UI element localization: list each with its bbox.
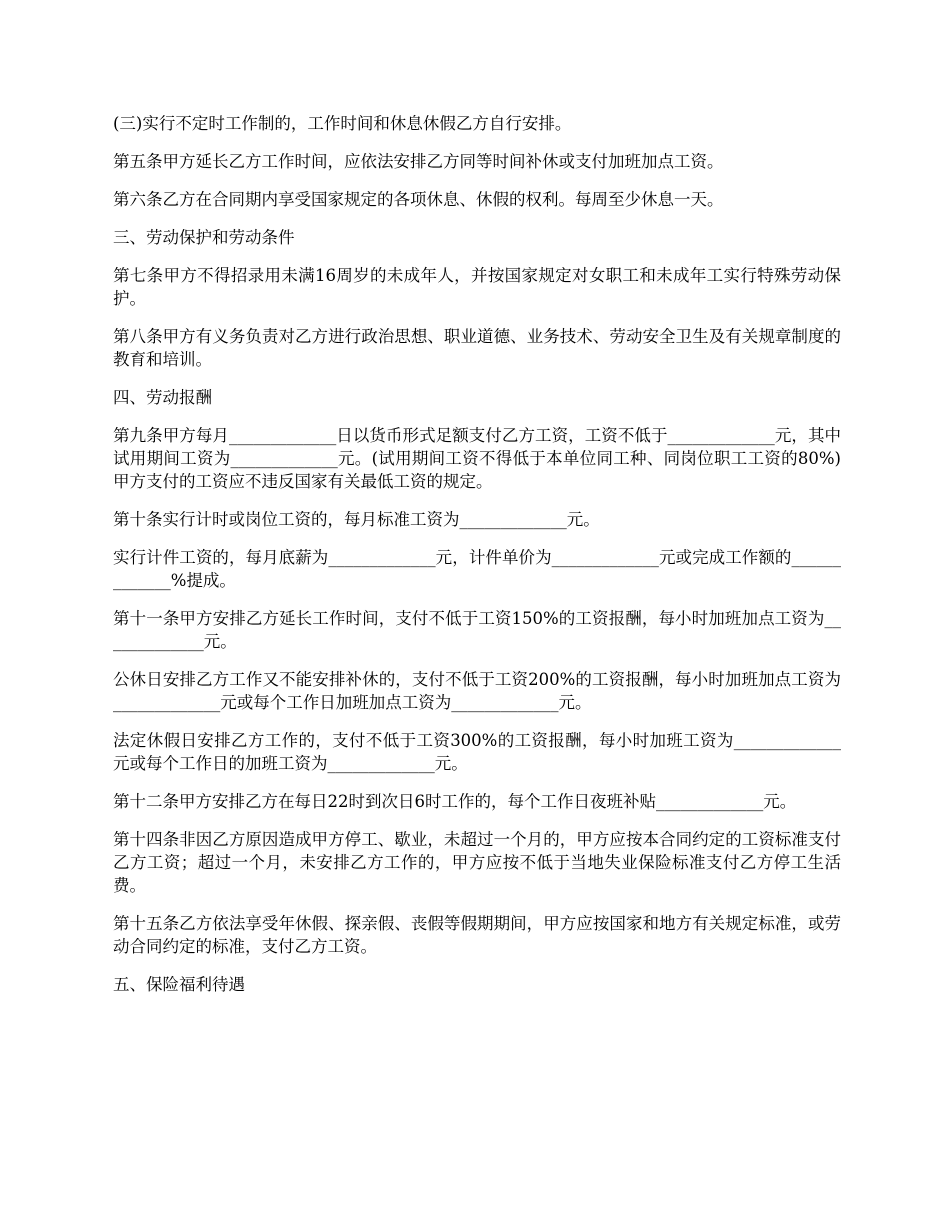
document-body bbox=[113, 112, 841, 1011]
paragraph-piece-rate: 实行计件工资的，每月底薪为_____________元，计件单价为_____________元或完成工作额的_____________%提成。 bbox=[113, 548, 841, 590]
paragraph-holiday-overtime: 法定休假日安排乙方工作的，支付不低于工资300%的工资报酬，每小时加班工资为_____________元或每个工作日的加班工资为_____________元。 bbox=[113, 731, 841, 773]
paragraph-article-5: 第五条甲方延长乙方工作时间，应依法安排乙方同等时间补休或支付加班加点工资。 bbox=[113, 152, 724, 171]
paragraph-article-9: 第九条甲方每月_____________日以货币形式足额支付乙方工资，工资不低于_____________元，其中试用期间工资为_____________元。(试用期间工资不得低于本单位同工种、同岗位职工工资的80%)甲方支付的工资应不违反国家有关最低工资的规定。 bbox=[113, 426, 841, 491]
paragraph-article-6: 第六条乙方在合同期内享受国家规定的各项休息、休假的权利。每周至少休息一天。 bbox=[113, 190, 724, 209]
paragraph-article-7: 第七条甲方不得招录用未满16周岁的未成年人，并按国家规定对女职工和未成年工实行特殊劳动保护。 bbox=[113, 266, 841, 308]
paragraph-article-8: 第八条甲方有义务负责对乙方进行政治思想、职业道德、业务技术、劳动安全卫生及有关规章制度的教育和培训。 bbox=[113, 327, 841, 369]
paragraph-article-14: 第十四条非因乙方原因造成甲方停工、歇业，未超过一个月的，甲方应按本合同约定的工资标准支付乙方工资；超过一个月，未安排乙方工作的，甲方应按不低于当地失业保险标准支付乙方停工生活费。 bbox=[113, 830, 841, 895]
section-heading-remuneration: 四、劳动报酬 bbox=[113, 388, 212, 407]
paragraph-article-11: 第十一条甲方安排乙方延长工作时间，支付不低于工资150%的工资报酬，每小时加班加点工资为_____________元。 bbox=[113, 609, 841, 651]
paragraph-article-15: 第十五条乙方依法享受年休假、探亲假、丧假等假期期间，甲方应按国家和地方有关规定标准，或劳动合同约定的标准，支付乙方工资。 bbox=[113, 914, 841, 956]
paragraph-article-10: 第十条实行计时或岗位工资的，每月标准工资为_____________元。 bbox=[113, 510, 600, 529]
paragraph-irregular-hours: (三)实行不定时工作制的，工作时间和休息休假乙方自行安排。 bbox=[113, 114, 572, 133]
paragraph-rest-day-overtime: 公休日安排乙方工作又不能安排补休的，支付不低于工资200%的工资报酬，每小时加班加点工资为_____________元或每个工作日加班加点工资为_____________元。 bbox=[113, 670, 841, 712]
section-heading-insurance-welfare: 五、保险福利待遇 bbox=[113, 975, 245, 994]
section-heading-labor-protection: 三、劳动保护和劳动条件 bbox=[113, 228, 295, 247]
paragraph-article-12: 第十二条甲方安排乙方在每日22时到次日6时工作的，每个工作日夜班补贴_____________元。 bbox=[113, 792, 797, 811]
